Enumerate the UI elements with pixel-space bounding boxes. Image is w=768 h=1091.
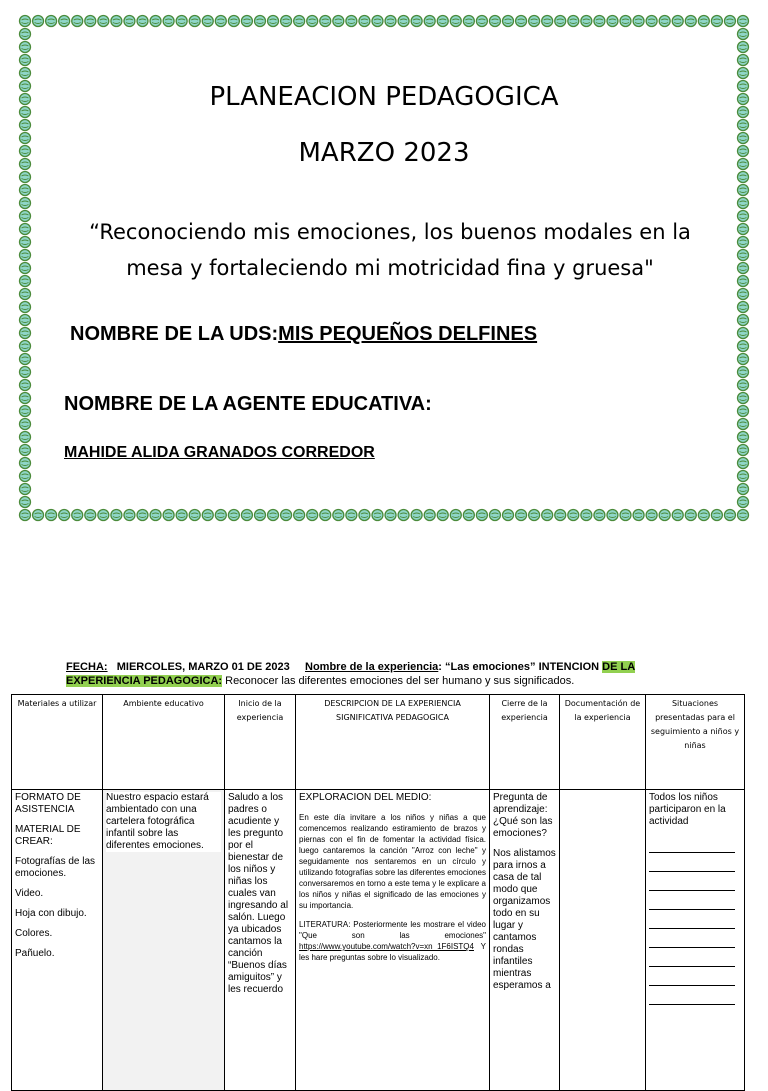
border-dot	[150, 16, 161, 27]
border-dot	[503, 16, 514, 27]
border-dot	[711, 510, 722, 521]
header-inicio: Inicio de la experiencia	[225, 695, 296, 790]
border-dot	[20, 406, 31, 417]
border-dot	[33, 510, 44, 521]
border-dot	[738, 484, 749, 495]
border-dot	[20, 29, 31, 40]
border-dot	[72, 16, 83, 27]
border-dot	[646, 16, 657, 27]
border-dot	[581, 16, 592, 27]
border-dot	[333, 16, 344, 27]
border-dot	[738, 393, 749, 404]
border-dot	[20, 237, 31, 248]
border-dot	[542, 510, 553, 521]
ambiente-text: Nuestro espacio estará ambientado con una cartelera fotográfica infantil sobre las diferentes emociones.	[106, 792, 221, 852]
border-dot	[20, 185, 31, 196]
border-dot	[685, 16, 696, 27]
border-dot	[59, 16, 70, 27]
intencion-highlight: DE LA EXPERIENCIA PEDAGOGICA:	[66, 661, 636, 687]
border-dot	[281, 510, 292, 521]
border-dot	[176, 16, 187, 27]
material-item: FORMATO DE ASISTENCIA	[15, 792, 81, 815]
border-dot	[424, 16, 435, 27]
border-dot	[607, 16, 618, 27]
cell-descripcion	[296, 790, 490, 1091]
cell-cierre	[490, 790, 560, 1091]
border-dot	[20, 315, 31, 326]
border-dot	[646, 510, 657, 521]
blank-line	[649, 893, 735, 910]
border-dot	[724, 16, 735, 27]
fecha-value: MIERCOLES, MARZO 01 DE 2023	[116, 661, 290, 673]
border-dot	[20, 68, 31, 79]
border-dot	[111, 510, 122, 521]
border-dot	[20, 393, 31, 404]
border-dot	[241, 510, 252, 521]
border-dot	[594, 510, 605, 521]
border-dot	[738, 120, 749, 131]
uds-value: MIS PEQUEÑOS DELFINES	[278, 323, 538, 345]
border-dot	[176, 510, 187, 521]
descripcion-paragraph: En este día invitare a los niños y niñas a que comencemos realizando estiramiento de brazos y piernas con el fin de fomentar la actividad física. luego cantaremos la canción "Arroz con leche" y seguidamente nos sentaremos en un círculo y utilizando fotografías sobre las diferentes emociones conversaremos en torno a este tema y le explicare a los niños y niñas el significado de las emociones y su importancia.	[299, 813, 486, 910]
border-dot	[529, 510, 540, 521]
border-dot	[85, 16, 96, 27]
header-materiales: Materiales a utilizar	[12, 695, 103, 790]
border-dot	[346, 16, 357, 27]
border-dot	[411, 510, 422, 521]
border-dot	[124, 510, 135, 521]
literatura-text: LITERATURA: Posteriormente les mostrare el video "Que son las emociones"	[299, 920, 486, 940]
border-dot	[738, 432, 749, 443]
border-dot	[137, 510, 148, 521]
border-dot	[738, 289, 749, 300]
border-dot	[359, 16, 370, 27]
border-dot	[20, 419, 31, 430]
border-dot	[320, 16, 331, 27]
border-dot	[568, 510, 579, 521]
border-dot	[555, 510, 566, 521]
border-dot	[72, 510, 83, 521]
border-dot	[633, 510, 644, 521]
nombre-label: Nombre de la experiencia	[305, 661, 439, 673]
border-dot	[20, 380, 31, 391]
blank-line	[649, 855, 735, 872]
border-dot	[385, 16, 396, 27]
border-dot	[20, 120, 31, 131]
border-dot	[698, 16, 709, 27]
border-dot	[711, 16, 722, 27]
border-dot	[228, 16, 239, 27]
border-dot	[33, 16, 44, 27]
border-dot	[738, 341, 749, 352]
border-dot	[738, 367, 749, 378]
border-dot	[20, 328, 31, 339]
material-item: Hoja con dibujo.	[15, 908, 87, 919]
border-dot	[738, 276, 749, 287]
border-dot	[20, 211, 31, 222]
border-dot	[254, 16, 265, 27]
border-dot	[111, 16, 122, 27]
border-dot	[738, 510, 749, 521]
border-dot	[738, 237, 749, 248]
border-dot	[398, 510, 409, 521]
header-ambiente: Ambiente educativo	[103, 695, 225, 790]
uds-line	[70, 323, 537, 346]
header-descripcion: DESCRIPCION DE LA EXPERIENCIA SIGNIFICATIVA PEDAGOGICA	[296, 695, 490, 790]
border-dot	[46, 510, 57, 521]
border-dot	[424, 510, 435, 521]
header-documentacion: Documentación de la experiencia	[560, 695, 646, 790]
month-title: MARZO 2023	[298, 138, 470, 168]
border-dot	[476, 16, 487, 27]
border-dot	[372, 510, 383, 521]
border-dot	[437, 16, 448, 27]
border-dot	[307, 16, 318, 27]
border-dot	[20, 302, 31, 313]
border-dot	[450, 16, 461, 27]
border-dot	[20, 55, 31, 66]
cell-ambiente	[103, 790, 225, 1091]
border-dot	[359, 510, 370, 521]
border-dot	[738, 302, 749, 313]
border-dot	[738, 419, 749, 430]
border-dot	[738, 328, 749, 339]
header-situaciones: Situaciones presentadas para el seguimiento a niños y niñas	[646, 695, 745, 790]
border-dot	[489, 16, 500, 27]
border-dot	[738, 211, 749, 222]
border-dot	[20, 471, 31, 482]
blank-line	[649, 931, 735, 948]
agente-name: MAHIDE ALIDA GRANADOS CORREDOR	[64, 444, 375, 461]
border-dot	[189, 16, 200, 27]
border-dot	[738, 68, 749, 79]
border-dot	[372, 16, 383, 27]
fecha-label: FECHA:	[66, 661, 108, 673]
border-dot	[320, 510, 331, 521]
border-dot	[633, 16, 644, 27]
border-dot	[20, 354, 31, 365]
border-dot	[738, 224, 749, 235]
border-dot	[738, 198, 749, 209]
border-dot	[294, 16, 305, 27]
border-dot	[98, 16, 109, 27]
border-dot	[503, 510, 514, 521]
planning-table	[11, 694, 745, 1091]
border-dot	[20, 224, 31, 235]
border-dot	[59, 510, 70, 521]
literatura-end: Y les hare preguntas sobre lo visualizado.	[299, 942, 486, 962]
border-dot	[241, 16, 252, 27]
border-dot	[620, 16, 631, 27]
border-dot	[476, 510, 487, 521]
border-dot	[20, 289, 31, 300]
border-dot	[738, 172, 749, 183]
cell-situaciones	[646, 790, 745, 1091]
border-dot	[20, 445, 31, 456]
table-row	[12, 790, 745, 1091]
border-dot	[215, 16, 226, 27]
border-dot	[20, 42, 31, 53]
border-dot	[516, 16, 527, 27]
border-dot	[672, 16, 683, 27]
border-dot	[542, 16, 553, 27]
material-item: Fotografías de las emociones.	[15, 856, 96, 879]
border-dot	[20, 484, 31, 495]
border-dot	[333, 510, 344, 521]
table-header-row	[12, 695, 745, 790]
descripcion-literatura	[299, 919, 486, 963]
border-dot	[98, 510, 109, 521]
border-dot	[738, 185, 749, 196]
border-dot	[738, 250, 749, 261]
border-dot	[738, 29, 749, 40]
descripcion-title: EXPLORACION DEL MEDIO:	[299, 792, 432, 803]
border-dot	[672, 510, 683, 521]
border-dot	[254, 510, 265, 521]
border-dot	[268, 510, 279, 521]
border-dot	[738, 315, 749, 326]
border-dot	[659, 16, 670, 27]
material-item: Video.	[15, 888, 44, 899]
uds-label: NOMBRE DE LA UDS:	[70, 323, 279, 345]
nombre-value: “Las emociones”	[445, 661, 536, 673]
border-dot	[581, 510, 592, 521]
border-dot	[659, 510, 670, 521]
border-dot	[20, 276, 31, 287]
header-cierre: Cierre de la experiencia	[490, 695, 560, 790]
border-dot	[555, 16, 566, 27]
border-dot	[738, 42, 749, 53]
border-dot	[20, 458, 31, 469]
border-dot	[698, 510, 709, 521]
border-dot	[607, 510, 618, 521]
cierre-question: Pregunta de aprendizaje: ¿Qué son las emociones?	[493, 792, 553, 839]
border-dot	[594, 16, 605, 27]
border-dot	[20, 250, 31, 261]
cell-inicio	[225, 790, 296, 1091]
border-dot	[568, 16, 579, 27]
border-dot	[738, 497, 749, 508]
blank-line	[649, 950, 735, 967]
border-dot	[738, 471, 749, 482]
blank-line	[649, 988, 735, 1005]
border-dot	[20, 367, 31, 378]
inicio-text: Saludo a los padres o acudiente y les pregunto por el bienestar de los niños y niñas los cuales van ingresando al salón. Luego ya ubicados cantamos la canción “Buenos días amiguitos” y les recuerdo	[228, 792, 289, 995]
border-dot	[724, 510, 735, 521]
material-item: Pañuelo.	[15, 948, 55, 959]
agente-label: NOMBRE DE LA AGENTE EDUCATIVA:	[64, 393, 432, 415]
border-dot	[450, 510, 461, 521]
cierre-text: Nos alistamos para irnos a casa de tal modo que organizamos todo en su lugar y cantamos rondas infantiles mientras esperamos a	[493, 848, 556, 991]
border-dot	[294, 510, 305, 521]
border-dot	[202, 510, 213, 521]
border-dot	[85, 510, 96, 521]
border-dot	[20, 432, 31, 443]
border-dot	[529, 16, 540, 27]
border-dot	[738, 406, 749, 417]
cell-documentacion	[560, 790, 646, 1091]
page-title: PLANEACION PEDAGOGICA	[209, 82, 559, 112]
border-dot	[163, 16, 174, 27]
blank-line	[649, 874, 735, 891]
theme-quote: “Reconociendo mis emociones, los buenos modales en la mesa y fortaleciendo mi motricidad fina y gruesa"	[89, 220, 691, 280]
material-item: MATERIAL DE CREAR:	[15, 824, 81, 847]
border-dot	[398, 16, 409, 27]
border-dot	[281, 16, 292, 27]
border-dot	[738, 263, 749, 274]
border-dot	[163, 510, 174, 521]
border-dot	[20, 16, 31, 27]
border-dot	[685, 510, 696, 521]
border-dot	[738, 458, 749, 469]
cell-materiales	[12, 790, 103, 1091]
border-dot	[463, 16, 474, 27]
border-dot	[189, 510, 200, 521]
border-dot	[150, 510, 161, 521]
border-dot	[738, 55, 749, 66]
video-link[interactable]: https://www.youtube.com/watch?v=xn_1F6ISTQ4	[299, 942, 474, 951]
border-dot	[738, 380, 749, 391]
blank-line	[649, 969, 735, 986]
border-dot	[516, 510, 527, 521]
border-dot	[437, 510, 448, 521]
border-dot	[137, 16, 148, 27]
border-dot	[738, 16, 749, 27]
blank-line	[649, 836, 735, 853]
border-dot	[215, 510, 226, 521]
border-dot	[202, 16, 213, 27]
border-dot	[20, 497, 31, 508]
border-dot	[346, 510, 357, 521]
situaciones-text: Todos los niños participaron en la actividad	[649, 792, 726, 827]
border-dot	[463, 510, 474, 521]
border-dot	[489, 510, 500, 521]
material-item: Colores.	[15, 928, 53, 939]
border-dot	[620, 510, 631, 521]
border-dot	[20, 341, 31, 352]
border-dot	[738, 354, 749, 365]
border-dot	[20, 263, 31, 274]
border-dot	[124, 16, 135, 27]
border-dot	[307, 510, 318, 521]
border-dot	[20, 510, 31, 521]
border-dot	[411, 16, 422, 27]
blank-line	[649, 912, 735, 929]
border-dot	[20, 198, 31, 209]
intencion-value: Reconocer las diferentes emociones del ser humano y sus significados.	[225, 675, 575, 687]
border-dot	[385, 510, 396, 521]
border-dot	[46, 16, 57, 27]
border-dot	[738, 445, 749, 456]
border-dot	[268, 16, 279, 27]
border-dot	[228, 510, 239, 521]
intencion-label: INTENCION	[538, 661, 600, 673]
experience-header: FECHA: MIERCOLES, MARZO 01 DE 2023 Nombre de la experiencia: “Las emociones” INTENCION DE LA EXPERIENCIA PEDAGOGICA: Reconocer las diferentes emociones del ser humano y sus significados.	[66, 661, 636, 687]
border-dot	[20, 172, 31, 183]
